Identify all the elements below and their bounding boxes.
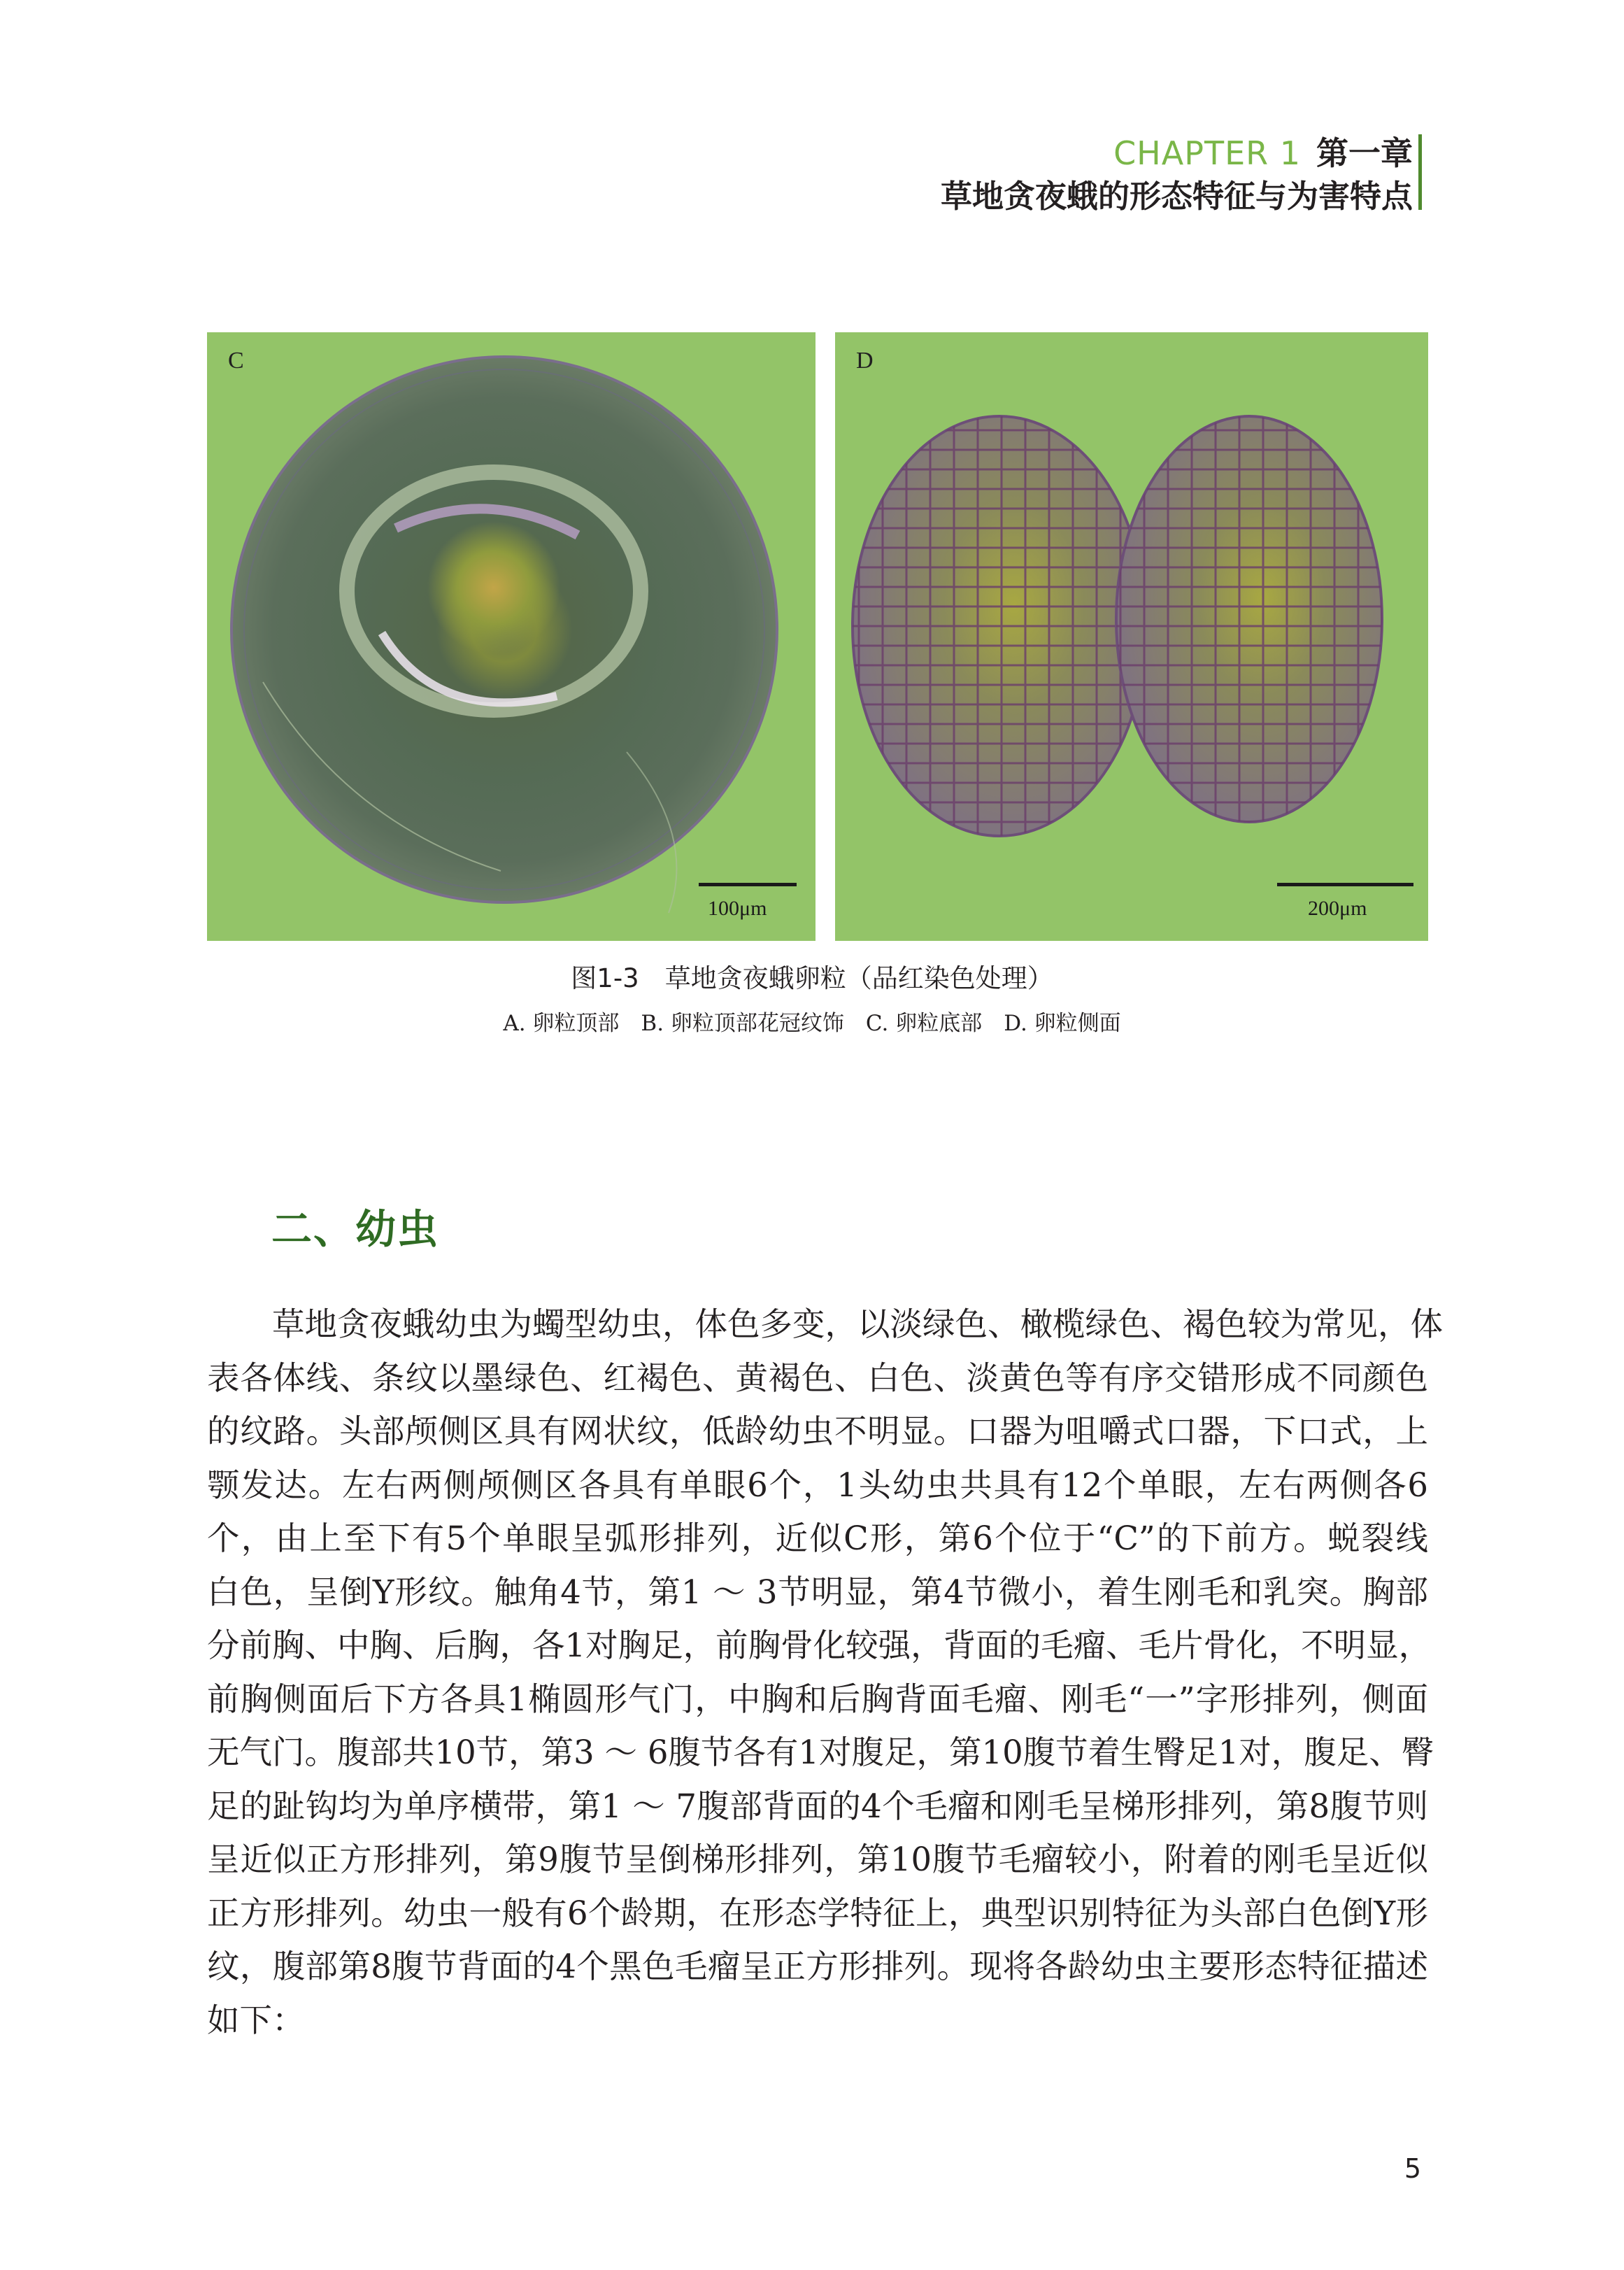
scale-label-d: 200μm: [1308, 897, 1367, 920]
scale-label-c: 100μm: [708, 897, 767, 920]
paragraph-line: 个，由上至下有5个单眼呈弧形排列，近似C形，第6个位于“C”的下前方。蜕裂线: [207, 1519, 1428, 1557]
paragraph-line: 分前胸、中胸、后胸，各1对胸足，前胸骨化较强，背面的毛瘤、毛片骨化，不明显，: [207, 1626, 1432, 1664]
body-paragraph: [207, 1298, 1443, 2047]
panel-label-c: C: [228, 348, 244, 374]
figure-caption: 图1-3 草地贪夜蛾卵粒（品红染色处理）: [571, 963, 1053, 993]
egg-side-illustration: [835, 332, 1428, 941]
paragraph-line: 颚发达。左右两侧颅侧区各具有单眼6个，1头幼虫共具有12个单眼，左右两侧各6: [207, 1466, 1428, 1504]
paragraph-line: 白色，呈倒Y形纹。触角4节，第1 ～ 3节明显，第4节微小，着生刚毛和乳突。胸部: [207, 1573, 1428, 1611]
paragraph-line: 如下：: [207, 2001, 305, 2039]
paragraph-line: 草地贪夜蛾幼虫为蠋型幼虫，体色多变，以淡绿色、橄榄绿色、褐色较为常见，体: [272, 1305, 1443, 1343]
paragraph-line: 无气门。腹部共10节，第3 ～ 6腹节各有1对腹足，第10腹节着生臀足1对，腹足、臀: [207, 1733, 1434, 1771]
egg-bottom-micrograph: [207, 332, 815, 941]
egg-side-micrograph: [835, 332, 1428, 941]
page-number: 5: [1404, 2153, 1421, 2184]
paragraph-line: 呈近似正方形排列，第9腹节呈倒梯形排列，第10腹节毛瘤较小，附着的刚毛呈近似: [207, 1840, 1428, 1878]
figure-subcaption: A. 卵粒顶部 B. 卵粒顶部花冠纹饰 C. 卵粒底部 D. 卵粒侧面: [503, 1011, 1121, 1036]
header-accent-bar: [1418, 134, 1422, 210]
paragraph-line: 的纹路。头部颅侧区具有网状纹，低龄幼虫不明显。口器为咀嚼式口器，下口式，上: [207, 1412, 1428, 1450]
chapter-title: 草地贪夜蛾的形态特征与为害特点: [940, 178, 1413, 215]
paragraph-line: 足的趾钩均为单序横带，第1 ～ 7腹部背面的4个毛瘤和刚毛呈梯形排列，第8腹节则: [207, 1787, 1428, 1825]
panel-label-d: D: [856, 348, 874, 374]
chapter-line: [941, 132, 1413, 175]
paragraph-line: 纹，腹部第8腹节背面的4个黑色毛瘤呈正方形排列。现将各龄幼虫主要形态特征描述: [207, 1948, 1428, 1985]
paragraph-line: 前胸侧面后下方各具1椭圆形气门，中胸和后胸背面毛瘤、刚毛“一”字形排列，侧面: [207, 1680, 1428, 1718]
paragraph-line: 表各体线、条纹以墨绿色、红褐色、黄褐色、白色、淡黄色等有序交错形成不同颜色: [207, 1359, 1428, 1397]
paragraph-line: 正方形排列。幼虫一般有6个龄期，在形态学特征上，典型识别特征为头部白色倒Y形: [207, 1894, 1428, 1932]
chapter-label: CHAPTER 1: [1113, 134, 1301, 172]
egg-bottom-illustration: [207, 332, 815, 941]
section-heading: 二、幼虫: [271, 1205, 440, 1253]
scale-bar-c: [699, 883, 797, 886]
chapter-number-cn: 第一章: [1316, 134, 1413, 172]
chapter-header: [941, 132, 1413, 218]
scale-bar-d: [1277, 883, 1413, 886]
